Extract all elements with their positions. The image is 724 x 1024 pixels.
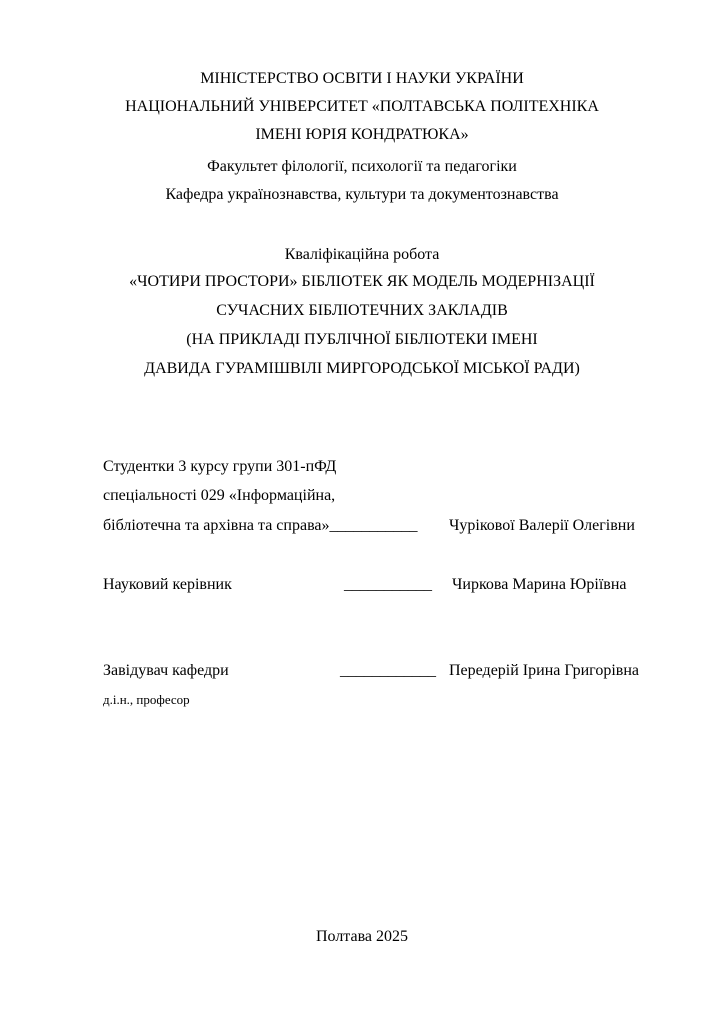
work-title-line3: (НА ПРИКЛАДІ ПУБЛІЧНОЇ БІБЛІОТЕКИ ІМЕНІ (186, 331, 538, 348)
faculty-heading: Факультет філології, психології та педагогіки (207, 158, 517, 175)
department-heading: Кафедра українознавства, культури та документознавства (165, 186, 559, 203)
student-info-line3: бібліотечна та архівна та справа»___________ (103, 517, 418, 534)
supervisor-signature-blank: ___________ (344, 576, 432, 593)
head-name: Передерій Ірина Григорівна (449, 662, 639, 679)
head-signature-blank: ____________ (340, 662, 436, 679)
head-role: Завідувач кафедри (103, 662, 229, 679)
student-info-line2: спеціальності 029 «Інформаційна, (103, 487, 336, 504)
city-year: Полтава 2025 (315, 928, 409, 945)
ministry-heading: МІНІСТЕРСТВО ОСВІТИ І НАУКИ УКРАЇНИ (200, 70, 524, 87)
student-info-line1: Студентки 3 курсу групи 301-пФД (103, 458, 337, 475)
work-type: Кваліфікаційна робота (284, 246, 440, 263)
university-heading-line2: ІМЕНІ ЮРІЯ КОНДРАТЮКА» (255, 126, 469, 143)
work-title-line4: ДАВИДА ГУРАМІШВІЛІ МИРГОРОДСЬКОЇ МІСЬКОЇ РАДИ) (144, 360, 580, 377)
head-degree: д.і.н., професор (103, 692, 190, 707)
supervisor-role: Науковий керівник (103, 576, 232, 593)
supervisor-name: Чиркова Марина Юріївна (452, 576, 627, 593)
university-heading-line1: НАЦІОНАЛЬНИЙ УНІВЕРСИТЕТ «ПОЛТАВСЬКА ПОЛІТЕХНІКА (125, 98, 599, 115)
work-title-line1: «ЧОТИРИ ПРОСТОРИ» БІБЛІОТЕК ЯК МОДЕЛЬ МОДЕРНІЗАЦІЇ (129, 273, 595, 290)
work-title-line2: СУЧАСНИХ БІБЛІОТЕЧНИХ ЗАКЛАДІВ (216, 302, 508, 319)
student-name: Чурікової Валерії Олегівни (449, 517, 635, 534)
